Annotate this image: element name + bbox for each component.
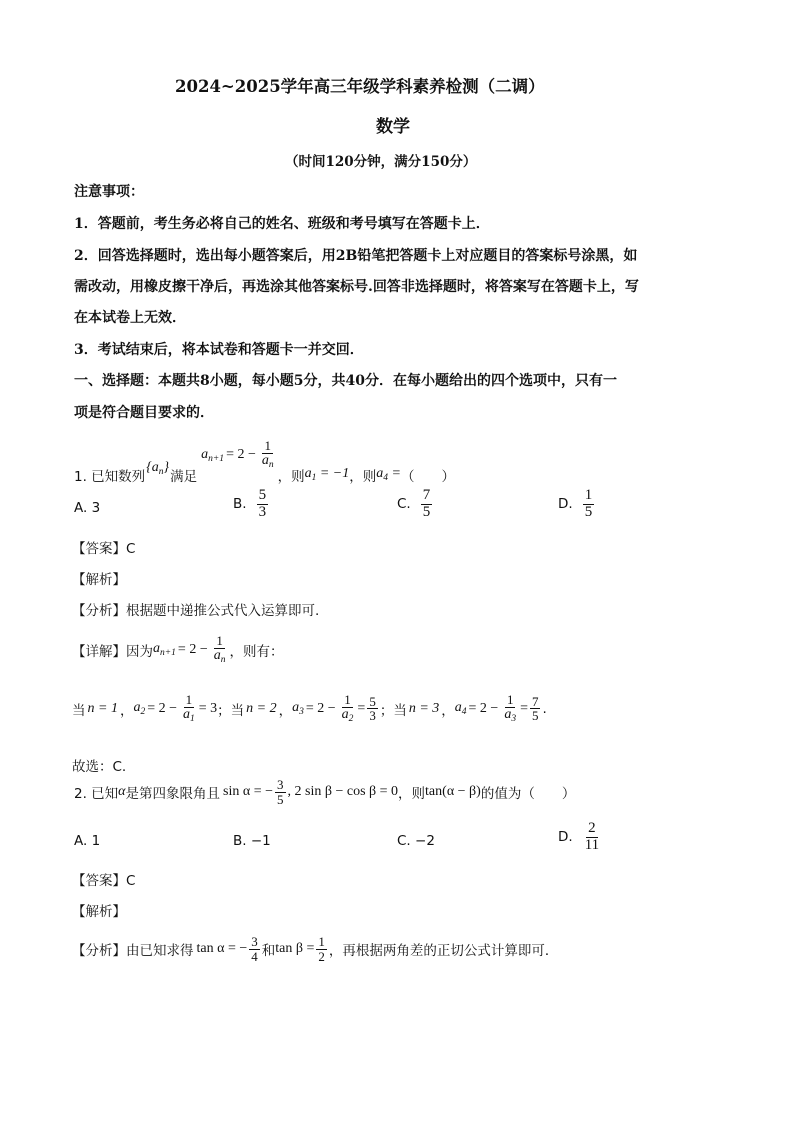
q2-option-b: B. −1 (233, 833, 271, 849)
exam-title: 2024~2025学年高三年级学科素养检测（二调） (175, 77, 545, 96)
detail-formula: $a_{n+1}$ = 2 − $\frac{1}{a_n}$ (153, 633, 226, 665)
q1-option-a: A. 3 (74, 500, 101, 516)
notice-item-2-line-1: 2．回答选择题时，选出每小题答案后，用2B铅笔把答题卡上对应题目的答案标号涂黑，如 (74, 248, 638, 264)
q1-computation: 当 n = 1 ， $a_2$ = 2 − $\frac{1}{a_1}$ = 3 ； 当 n = 2 ， $a_3$ = 2 − $\frac{1}{a_2}$ = $\frac{5}{3}$ ； 当 n = 3 ， $a_4$ = 2 − $\frac{1}{a_3}$ = $\frac{7}{5}$ . (72, 692, 547, 724)
question-1 (74, 437, 455, 485)
time-info: （时间120分钟，满分150分） (285, 154, 477, 170)
sequence-symbol: $\{a_n\}$ (146, 460, 170, 477)
question-1-satisfy: 满足 (170, 469, 198, 485)
notice-item-3: 3．考试结束后，将本试卷和答题卡一并交回． (74, 342, 364, 358)
q1-choose: 故选：C. (72, 759, 127, 775)
q2-answer: 【答案】C (72, 873, 136, 889)
section-heading-line-1: 一、选择题：本题共8小题，每小题5分，共40分．在每小题给出的四个选项中，只有一 (74, 373, 617, 389)
q2-analysis-tag: 【解析】 (72, 904, 126, 920)
q1-analysis-tag: 【解析】 (72, 572, 126, 588)
recurrence-formula: $a_{n+1}$ = 2 − $\frac{1}{a_n}$ (201, 438, 274, 471)
question-1-then-1: ，则 (277, 469, 305, 485)
q1-option-d: D. $\frac{1}{5}$ (558, 487, 593, 520)
q1-detail: 【详解】 因为 $a_{n+1}$ = 2 − $\frac{1}{a_n}$ ，则有： (72, 633, 284, 665)
question-1-prefix: 1. 已知数列 (74, 469, 146, 485)
notice-heading: 注意事项： (74, 184, 144, 200)
q1-answer: 【答案】C (72, 541, 136, 557)
a4-ask: $a_4$ = (376, 466, 401, 483)
q1-option-b: B. $\frac{5}{3}$ (233, 487, 267, 520)
q1-fenxi: 【分析】根据题中递推公式代入运算即可. (72, 603, 320, 619)
notice-item-2-line-3: 在本试卷上无效． (74, 310, 186, 326)
q2-option-a: A. 1 (74, 833, 101, 849)
question-2: 2. 已知 α 是第四象限角且 sin α = − $\frac{3}{5}$ , 2 sin β − cos β = 0 ，则 tan(α − β) 的值为（ ） (74, 777, 576, 807)
notice-item-1: 1．答题前，考生务必将自己的姓名、班级和考号填写在答题卡上． (74, 216, 490, 232)
q2-option-d: D. $\frac{2}{11}$ (558, 820, 600, 853)
q2-option-c: C. −2 (397, 833, 435, 849)
notice-item-2-line-2: 需改动，用橡皮擦干净后，再选涂其他答案标号.回答非选择题时，将答案写在答题卡上，写 (74, 279, 639, 295)
q1-option-c: C. $\frac{7}{5}$ (397, 487, 431, 520)
subject-title: 数学 (376, 117, 410, 137)
q2-fenxi: 【分析】 由已知求得 tan α = − $\frac{3}{4}$ 和 tan β = $\frac{1}{2}$ ，再根据两角差的正切公式计算即可． (72, 934, 559, 964)
a1-condition: $a_1 = -1$ (304, 466, 350, 483)
question-1-paren: （ ） (400, 469, 455, 485)
question-1-then-2: ，则 (349, 469, 377, 485)
section-heading-line-2: 项是符合题目要求的． (74, 405, 214, 421)
